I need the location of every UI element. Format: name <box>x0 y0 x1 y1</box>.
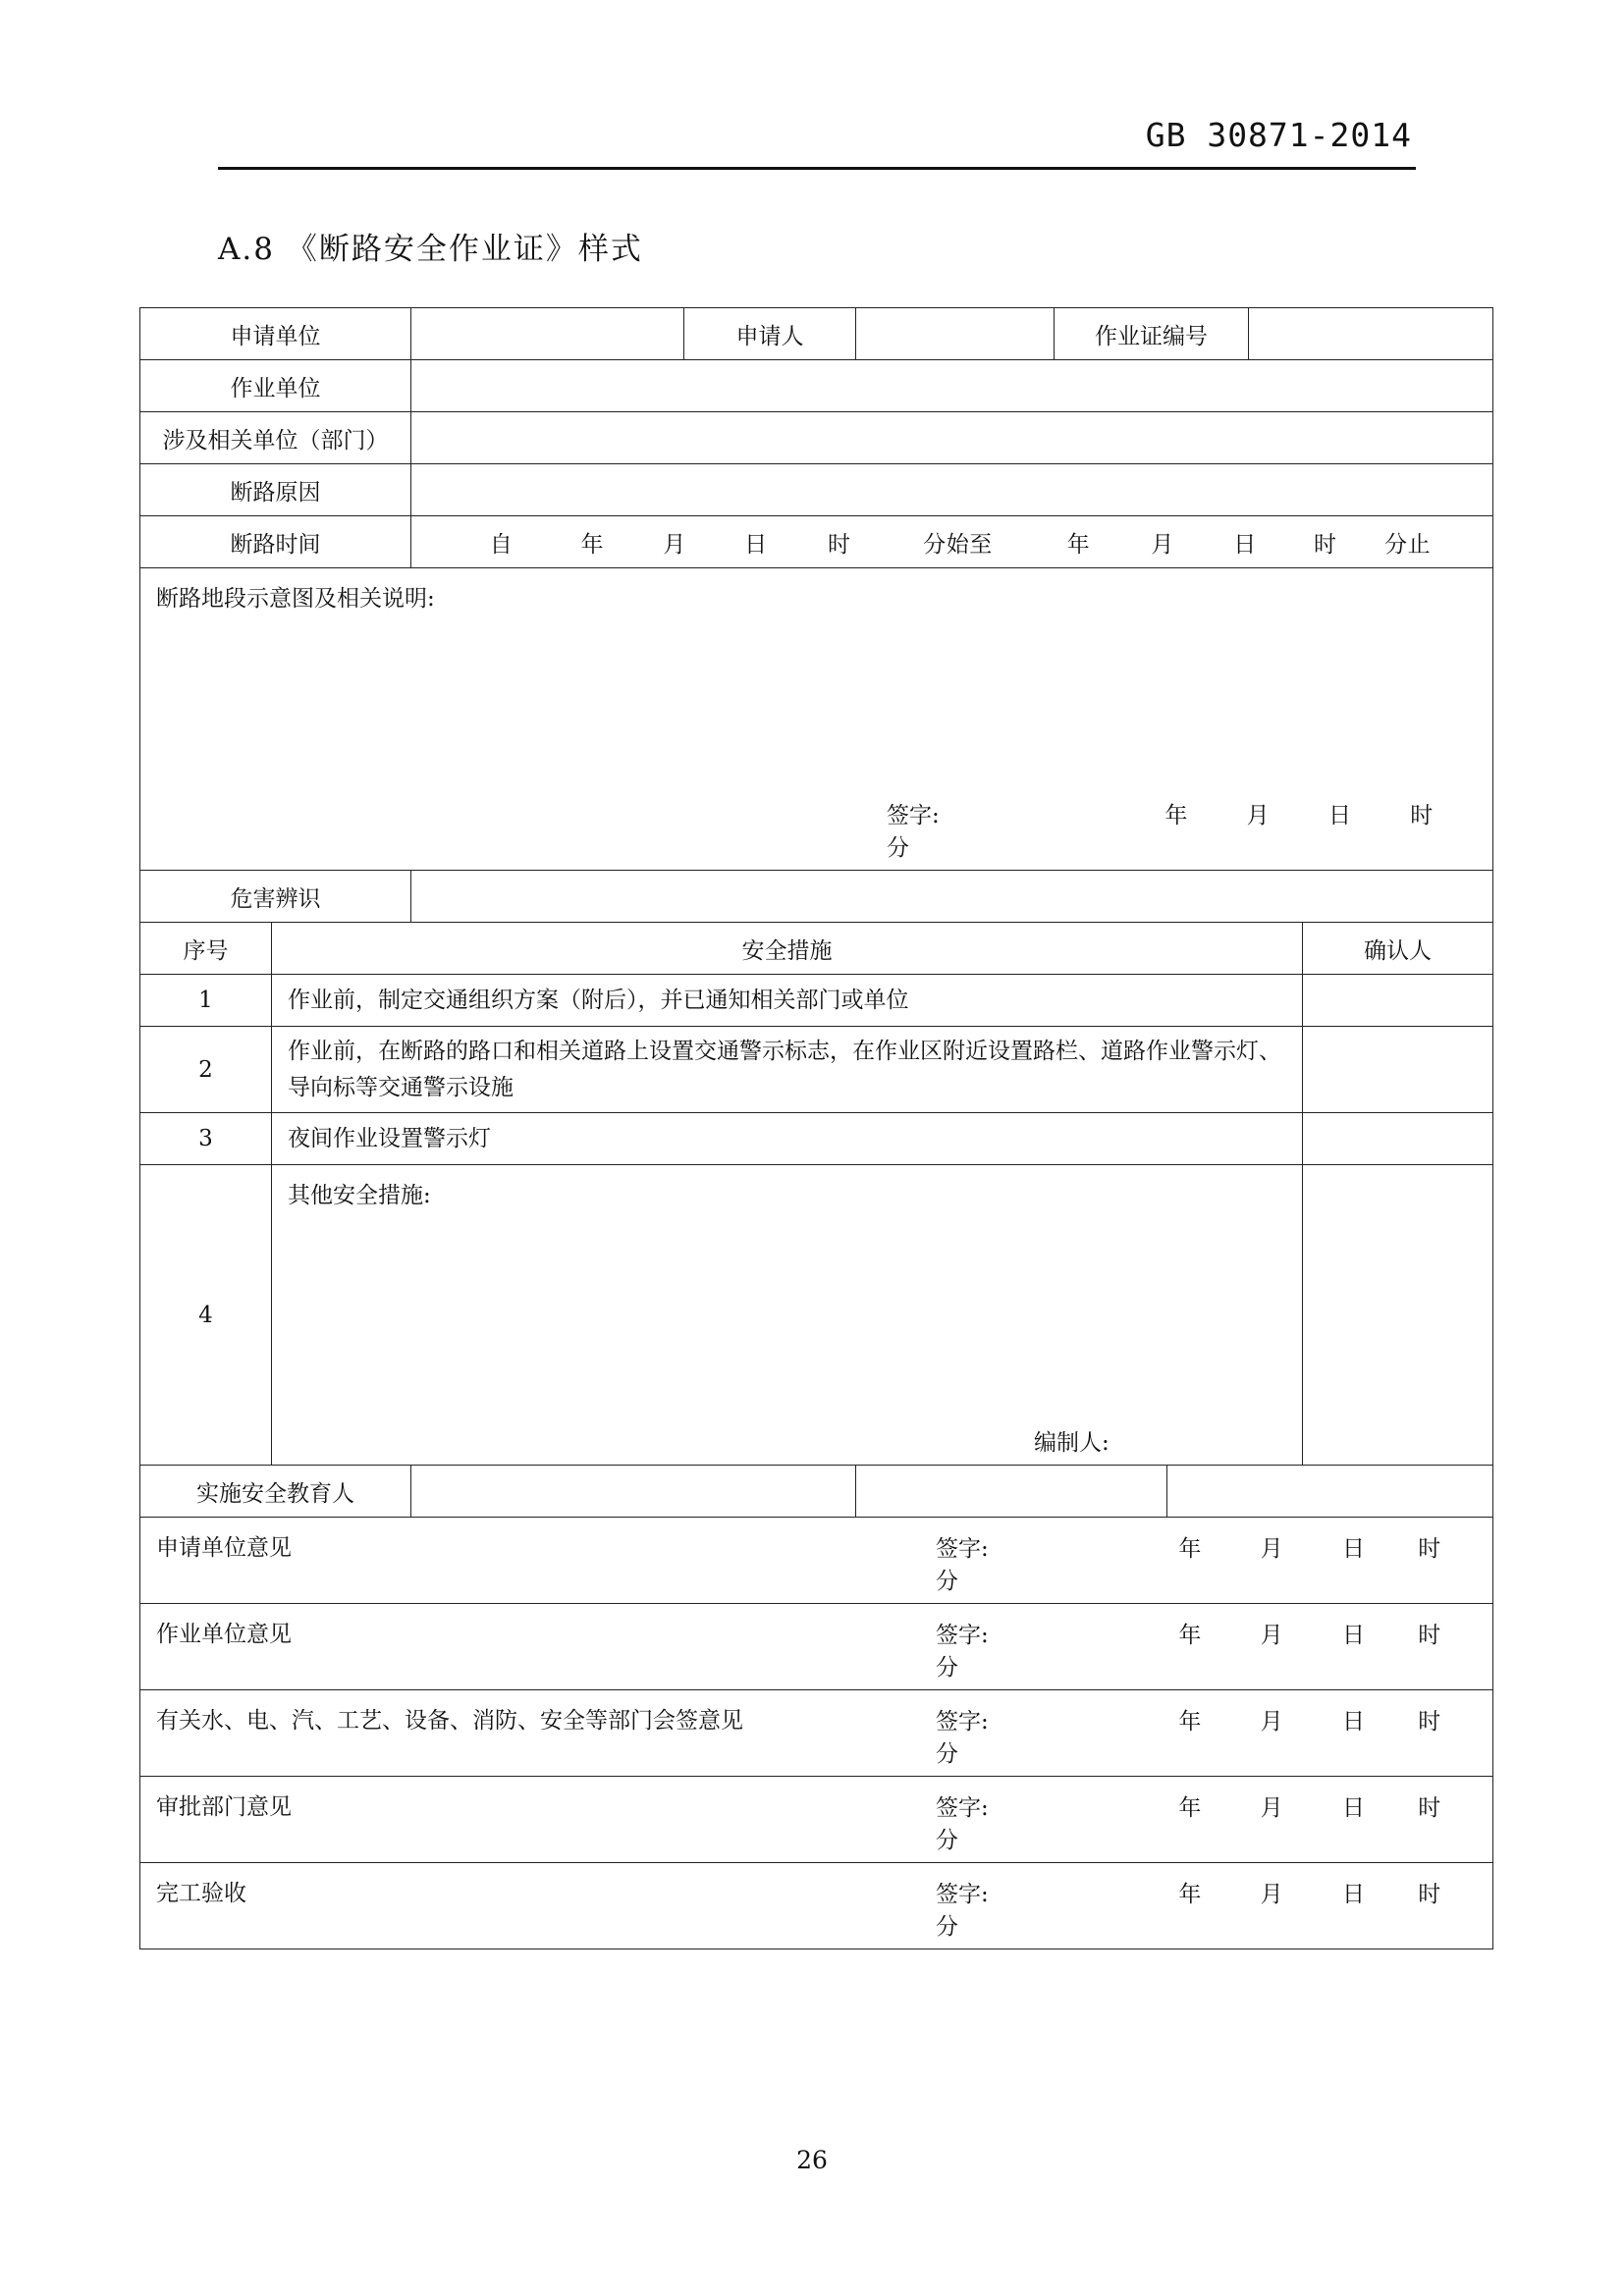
diagram-minute: 分 <box>887 835 909 861</box>
closure-time-field[interactable] <box>411 516 1493 568</box>
opinion-sign-label: 签字: <box>936 1709 989 1735</box>
measure-text: 作业前，在断路的路口和相关道路上设置交通警示标志，在作业区附近设置路栏、道路作业警示灯、导向标等交通警示设施 <box>272 1027 1303 1113</box>
opinion-day: 日 <box>1341 1623 1365 1648</box>
education-label: 实施安全教育人 <box>140 1466 411 1518</box>
time-hour-2: 时 <box>1314 531 1337 558</box>
opinion-label: 审批部门意见 <box>156 1794 292 1820</box>
opinion-day: 日 <box>1341 1882 1365 1907</box>
opinion-sign-label: 签字: <box>936 1882 989 1907</box>
opinion-label: 申请单位意见 <box>156 1535 292 1561</box>
diagram-caption: 断路地段示意图及相关说明: <box>156 586 435 612</box>
diagram-signature-line <box>887 797 1492 862</box>
header-rule <box>218 167 1416 170</box>
opinion-sign-label: 签字: <box>936 1623 989 1648</box>
measure-text: 夜间作业设置警示灯 <box>272 1113 1303 1165</box>
time-year-2: 年 <box>1066 531 1091 558</box>
opinion-year: 年 <box>1178 1882 1202 1907</box>
diagram-month: 月 <box>1246 803 1270 828</box>
opinion-field[interactable] <box>140 1863 1493 1949</box>
applicant-unit-field[interactable] <box>411 308 684 360</box>
opinion-day: 日 <box>1341 1536 1365 1562</box>
reason-label: 断路原因 <box>140 464 411 516</box>
time-day-2: 日 <box>1233 531 1257 558</box>
opinion-signature-line <box>936 1617 1492 1682</box>
related-unit-label: 涉及相关单位（部门） <box>140 412 411 464</box>
page-number: 26 <box>796 2146 828 2174</box>
opinion-month: 月 <box>1260 1795 1283 1821</box>
standard-number: GB 30871-2014 <box>1145 116 1412 154</box>
measure-confirm-field[interactable] <box>1303 975 1493 1027</box>
diagram-year: 年 <box>1164 803 1188 828</box>
opinion-field[interactable] <box>140 1604 1493 1690</box>
measures-header-no: 序号 <box>140 923 272 975</box>
related-unit-field[interactable] <box>411 412 1493 464</box>
measures-header-measure: 安全措施 <box>272 923 1303 975</box>
opinion-field[interactable] <box>140 1690 1493 1777</box>
opinion-label: 作业单位意见 <box>156 1622 292 1647</box>
work-unit-label: 作业单位 <box>140 360 411 412</box>
opinion-field[interactable] <box>140 1518 1493 1604</box>
measure-confirm-field[interactable] <box>1303 1113 1493 1165</box>
diagram-field[interactable] <box>140 568 1493 871</box>
opinion-minute: 分 <box>936 1655 958 1681</box>
opinion-signature-line <box>936 1789 1492 1854</box>
education-field-1[interactable] <box>411 1466 856 1518</box>
opinion-year: 年 <box>1178 1795 1202 1821</box>
section-title: A.8 《断路安全作业证》样式 <box>218 232 643 267</box>
opinion-month: 月 <box>1260 1536 1283 1562</box>
opinion-field[interactable] <box>140 1777 1493 1863</box>
permit-no-field[interactable] <box>1249 308 1493 360</box>
diagram-sign-label: 签字: <box>887 803 940 828</box>
measure-no: 4 <box>140 1165 272 1466</box>
permit-no-label: 作业证编号 <box>1055 308 1249 360</box>
opinion-hour: 时 <box>1418 1795 1441 1821</box>
opinion-hour: 时 <box>1418 1882 1441 1907</box>
reason-field[interactable] <box>411 464 1493 516</box>
opinion-hour: 时 <box>1418 1623 1441 1648</box>
opinion-month: 月 <box>1260 1623 1283 1648</box>
opinion-year: 年 <box>1178 1709 1202 1735</box>
measures-header-confirm: 确认人 <box>1303 923 1493 975</box>
opinion-label: 有关水、电、汽、工艺、设备、消防、安全等部门会签意见 <box>156 1708 743 1734</box>
measure-text: 作业前，制定交通组织方案（附后），并已通知相关部门或单位 <box>272 975 1303 1027</box>
opinion-month: 月 <box>1260 1709 1283 1735</box>
education-field-2[interactable] <box>856 1466 1167 1518</box>
compiler-label: 编制人: <box>1034 1430 1110 1456</box>
opinion-signature-line <box>936 1876 1492 1941</box>
opinion-minute: 分 <box>936 1741 958 1767</box>
opinion-minute: 分 <box>936 1914 958 1940</box>
opinion-hour: 时 <box>1418 1709 1441 1735</box>
time-month-2: 月 <box>1151 531 1174 558</box>
opinion-minute: 分 <box>936 1828 958 1853</box>
measure-no: 1 <box>140 975 272 1027</box>
time-year-1: 年 <box>580 531 604 558</box>
diagram-day: 日 <box>1327 803 1351 828</box>
opinion-minute: 分 <box>936 1569 958 1594</box>
education-field-3[interactable] <box>1167 1466 1493 1518</box>
time-minute-start: 分始至 <box>923 531 993 558</box>
opinion-signature-line <box>936 1703 1492 1768</box>
time-minute-end: 分止 <box>1384 531 1432 558</box>
measure-no: 2 <box>140 1027 272 1113</box>
opinion-month: 月 <box>1260 1882 1283 1907</box>
time-from: 自 <box>489 531 514 558</box>
other-measures-field[interactable] <box>272 1165 1303 1466</box>
opinion-day: 日 <box>1341 1795 1365 1821</box>
measure-confirm-field[interactable] <box>1303 1165 1493 1466</box>
time-month-1: 月 <box>663 531 686 558</box>
road-closure-permit-form <box>139 307 1493 1949</box>
opinion-year: 年 <box>1178 1536 1202 1562</box>
applicant-label: 申请人 <box>684 308 856 360</box>
applicant-field[interactable] <box>856 308 1055 360</box>
applicant-unit-label: 申请单位 <box>140 308 411 360</box>
opinion-label: 完工验收 <box>156 1881 246 1906</box>
opinion-day: 日 <box>1341 1709 1365 1735</box>
opinion-sign-label: 签字: <box>936 1536 989 1562</box>
time-label: 断路时间 <box>140 516 411 568</box>
time-hour-1: 时 <box>827 531 851 558</box>
hazard-label: 危害辨识 <box>140 871 411 923</box>
hazard-field[interactable] <box>411 871 1493 923</box>
opinion-hour: 时 <box>1418 1536 1441 1562</box>
opinion-year: 年 <box>1178 1623 1202 1648</box>
time-day-1: 日 <box>744 531 768 558</box>
work-unit-field[interactable] <box>411 360 1493 412</box>
other-measures-caption: 其他安全措施: <box>288 1183 431 1208</box>
measure-confirm-field[interactable] <box>1303 1027 1493 1113</box>
opinion-signature-line <box>936 1530 1492 1595</box>
diagram-hour: 时 <box>1410 803 1434 828</box>
opinion-sign-label: 签字: <box>936 1795 989 1821</box>
measure-no: 3 <box>140 1113 272 1165</box>
